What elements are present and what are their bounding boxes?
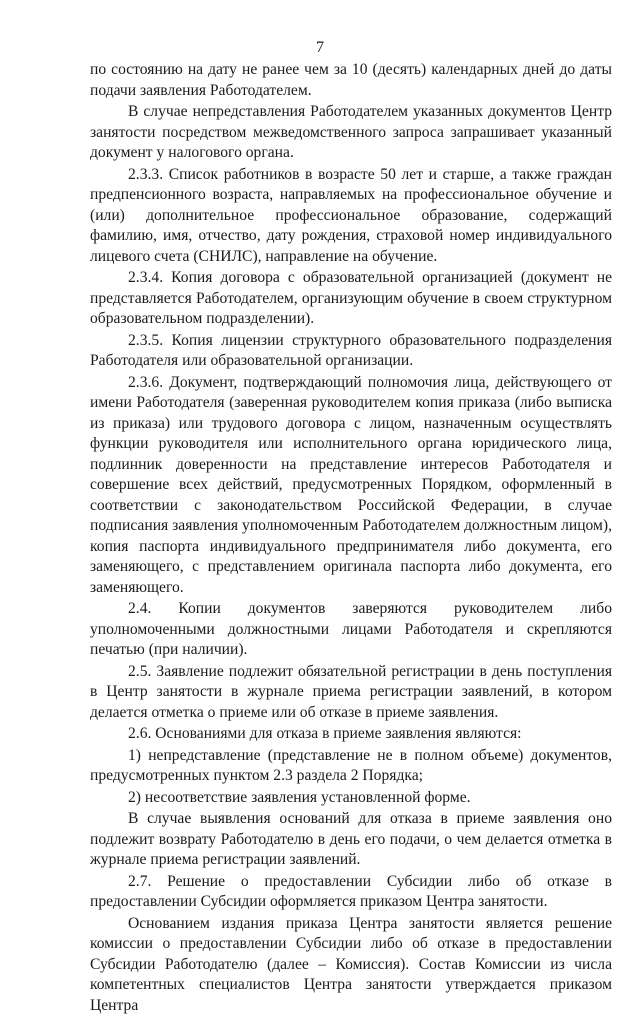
- paragraph-2-6-item-1: 1) непредставление (представление не в полном объеме) документов, предусмотренных пунктом 2.3 раздела 2 Порядка;: [90, 746, 612, 787]
- paragraph-2-3-5: 2.3.5. Копия лицензии структурного образовательного подразделения Работодателя или образовательной организации.: [90, 331, 612, 372]
- paragraph-commission: Основанием издания приказа Центра занятости является решение комиссии о предоставлении Субсидии либо об отказе в предоставлении Субсидии Работодателю (далее – Комиссия). Состав Комиссии из числа компетентных специалистов Центра занятости утверждается приказом Центра: [90, 914, 612, 1016]
- paragraph-2-5: 2.5. Заявление подлежит обязательной регистрации в день поступления в Центр занятости в журнале приема регистрации заявлений, в котором делается отметка о приеме или об отказе в приеме заявления.: [90, 662, 612, 724]
- paragraph-continuation: по состоянию на дату не ранее чем за 10 (десять) календарных дней до даты подачи заявления Работодателем.: [90, 60, 612, 101]
- paragraph-2-7: 2.7. Решение о предоставлении Субсидии либо об отказе в предоставлении Субсидии оформляется приказом Центра занятости.: [90, 872, 612, 913]
- paragraph-2-6: 2.6. Основаниями для отказа в приеме заявления являются:: [90, 724, 612, 745]
- paragraph-refusal-return: В случае выявления оснований для отказа в приеме заявления оно подлежит возврату Работодателю в день его подачи, о чем делается отметка в журнале приема регистрации заявлений.: [90, 809, 612, 871]
- paragraph-2-3-3: 2.3.3. Список работников в возрасте 50 лет и старше, а также граждан предпенсионного возраста, направляемых на профессиональное обучение и (или) дополнительное профессиональное образование, содержащий фамилию, имя, отчество, дату рождения, страховой номер индивидуального лицевого счета (СНИЛС), направление на обучение.: [90, 165, 612, 268]
- paragraph-2-4: 2.4. Копии документов заверяются руководителем либо уполномоченными должностными лицами Работодателя и скрепляются печатью (при наличии).: [90, 599, 612, 661]
- document-body: [90, 60, 612, 1016]
- paragraph-2-3-4: 2.3.4. Копия договора с образовательной организацией (документ не представляется Работодателем, организующим обучение в своем структурном образовательном подразделении).: [90, 268, 612, 330]
- paragraph-interagency-request: В случае непредставления Работодателем указанных документов Центр занятости посредством межведомственного запроса запрашивает указанный документ у налогового органа.: [90, 102, 612, 164]
- paragraph-2-6-item-2: 2) несоответствие заявления установленной форме.: [90, 788, 612, 809]
- page-number: 7: [0, 38, 640, 59]
- paragraph-2-3-6: 2.3.6. Документ, подтверждающий полномочия лица, действующего от имени Работодателя (заверенная руководителем копия приказа (либо выписка из приказа) или трудового договора с лицом, назначенным осуществлять функции руководителя или исполнительного органа юридического лица, подлинник доверенности на представление интересов Работодателя и совершение всех действий, предусмотренных Порядком, оформленный в соответствии с законодательством Российской Федерации, в случае подписания заявления уполномоченным Работодателем должностным лицом), копия паспорта индивидуального предпринимателя либо документа, его заменяющего, с представлением оригинала паспорта либо документа, его заменяющего.: [90, 373, 612, 599]
